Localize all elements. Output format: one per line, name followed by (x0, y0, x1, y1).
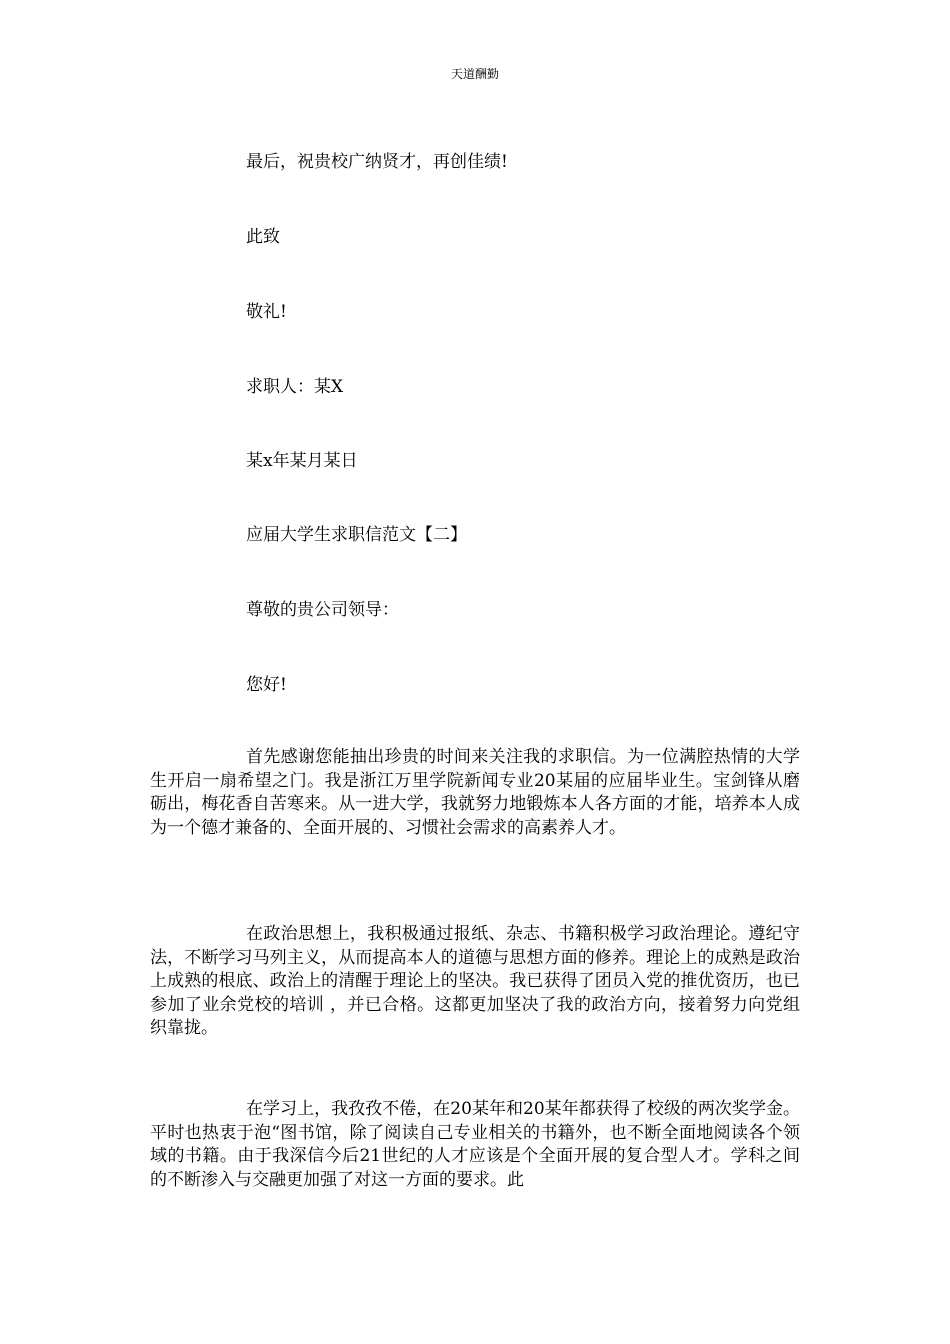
letter-date: 某x年某月某日 (246, 451, 358, 471)
letter-greeting: 尊敬的贵公司领导： (246, 600, 399, 620)
body-paragraph-intro: 首先感谢您能抽出珍贵的时间来关注我的求职信。为一位满腔热情的大学生开启一扇希望之门。我是浙江万里学院新闻专业20某届的应届毕业生。宝剑锋从磨砺出，梅花香自苦寒来。从一进大学，我就努力地锻炼本人各方面的才能，培养本人成为一个德才兼备的、全面开展的、习惯社会需求的高素养人才。 (150, 747, 800, 838)
closing-wish: 最后，祝贵校广纳贤才，再创佳绩! (246, 152, 508, 172)
hello-line: 您好! (246, 675, 287, 695)
applicant-signature: 求职人：某X (246, 377, 344, 397)
salutation-line-2: 敬礼! (246, 302, 287, 322)
page-header: 天道酬勤 (450, 67, 499, 81)
body-paragraph-politics: 在政治思想上，我积极通过报纸、杂志、书籍积极学习政治理论。遵纪守法，不断学习马列主义，从而提高本人的道德与思想方面的修养。理论上的成熟是政治上成熟的根底、政治上的清醒于理论上的坚决。我已获得了团员入党的推优资历，也已参加了业余党校的培训 ，并已合格。这都更加坚决了我的政治方向，接着努力向党组织靠拢。 (150, 924, 800, 1039)
section-title: 应届大学生求职信范文【二】 (246, 525, 467, 545)
salutation-line-1: 此致 (246, 227, 280, 247)
body-paragraph-study: 在学习上，我孜孜不倦，在20某年和20某年都获得了校级的两次奖学金。平时也热衷于泡“图书馆，除了阅读自己专业相关的书籍外，也不断全面地阅读各个领域的书籍。由于我深信今后21世纪的人才应该是个全面开展的复合型人才。学科之间的不断渗入与交融更加强了对这一方面的要求。此 (150, 1099, 800, 1190)
